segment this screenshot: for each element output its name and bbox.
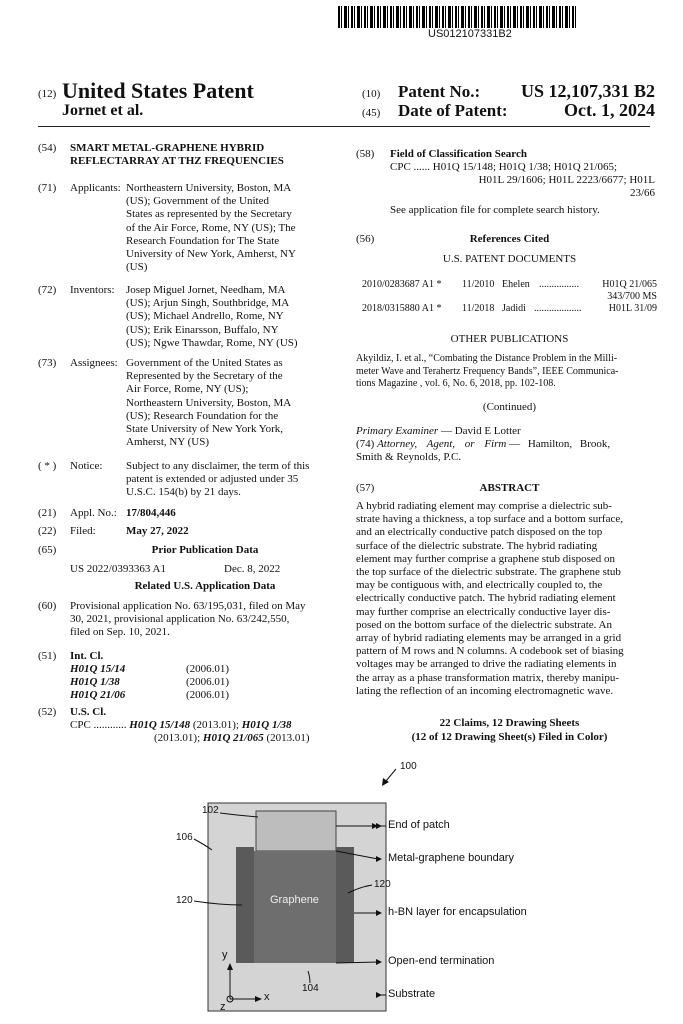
abstract-line: the array as a phase transformation matrix, thereby manipu- [356, 671, 619, 684]
filed-date: May 27, 2022 [126, 525, 189, 537]
patent-date: Oct. 1, 2024 [564, 100, 655, 120]
code-74: (74) [356, 438, 375, 450]
refs-heading: References Cited [469, 233, 550, 245]
int-cl-year: (2006.01) [186, 663, 230, 675]
code-10: (10) [362, 88, 381, 100]
assignee-line: Government of the United States as [126, 357, 283, 369]
primary-examiner [356, 425, 521, 438]
assignee-line: State University of New York York, [126, 423, 284, 436]
leader-100 [386, 769, 396, 781]
field-search-label: Field of Classification Search [390, 148, 527, 160]
code-star: ( * ) [38, 460, 57, 472]
notice-label: Notice: [70, 460, 103, 472]
abstract-line: may further comprise an electrically conductive layer dis- [356, 605, 611, 618]
ref-class: H01L 31/09 [608, 303, 657, 314]
field-search-line: H01L 29/1606; H01L 2223/6677; H01L [478, 174, 655, 186]
cpc-code: H01Q 21/065 [202, 732, 264, 744]
applicant-line: Northeastern University, Boston, MA [126, 182, 292, 194]
patent-type-title: United States Patent [62, 78, 254, 103]
prior-pub-date: Dec. 8, 2022 [224, 563, 281, 575]
ref-dots: ................ [539, 279, 579, 290]
ref-number: 2018/0315880 A1 * [362, 303, 442, 314]
assignees-label: Assignees: [70, 357, 118, 369]
abstract-line: voltages may be arranged to drive the radiating elements in [356, 658, 617, 671]
label-metal-graphene-boundary: Metal-graphene boundary [388, 852, 514, 864]
applicant-line: States as represented by the Secretary [126, 208, 292, 221]
prior-pub-number: US 2022/0393363 A1 [70, 563, 166, 575]
applicants-list [126, 182, 336, 274]
graphene-rect [254, 851, 336, 963]
claims-count: 22 Claims, 12 Drawing Sheets [439, 717, 580, 729]
attorney [356, 438, 656, 451]
code-54: (54) [38, 142, 57, 154]
label-open-end-termination: Open-end termination [388, 955, 495, 967]
int-cl-code: H01Q 1/38 [70, 676, 120, 688]
notice-text [126, 460, 340, 500]
ref-120-right: 120 [374, 879, 391, 890]
applicants-label: Applicants: [70, 182, 121, 194]
inventor-line: Josep Miguel Jornet, Needham, MA [126, 284, 286, 296]
inventor-line: (US); Ngwe Thawdar, Rome, NY (US) [126, 336, 298, 349]
int-cl-label: Int. Cl. [70, 650, 104, 662]
notice-line: U.S.C. 154(b) by 21 days. [126, 486, 241, 499]
ref-date: 11/2010 [462, 279, 495, 290]
cpc-code: H01Q 15/148 [129, 719, 191, 731]
hbn-right [336, 847, 354, 963]
applicant-line: Research Foundation for The State [126, 234, 280, 247]
code-12: (12) [38, 88, 57, 100]
ref-120-left: 120 [176, 895, 193, 906]
code-52: (52) [38, 706, 57, 718]
abstract-line: the top surface of the dielectric substrate. The graphene stub [356, 566, 621, 579]
field-search-note: See application file for complete search history. [390, 204, 600, 216]
examiner-name: — David E Lotter [440, 425, 521, 437]
int-cl-year: (2006.01) [186, 689, 230, 701]
patent-number: US 12,107,331 B2 [520, 81, 655, 101]
abstract-line: electrically conductive patch. The hybrid radiating element [356, 592, 616, 605]
code-56: (56) [356, 233, 375, 245]
field-search-line: CPC ...... H01Q 15/148; H01Q 1/38; H01Q 21/065; [390, 161, 618, 173]
inventor-line: (US); Erik Einarsson, Buffalo, NY [126, 323, 279, 336]
code-58: (58) [356, 148, 375, 160]
ref-number: 2010/0283687 A1 * [362, 279, 442, 290]
provisional-line: 30, 2021, provisional application No. 63/242,550, [70, 613, 290, 626]
label-end-of-patch: End of patch [388, 819, 450, 831]
figure [150, 755, 540, 1017]
code-57: (57) [356, 482, 375, 494]
barcode [338, 6, 578, 28]
abstract-line: strate having a thickness, a top surface and a bottom surface, [356, 513, 623, 526]
drawing-sheets-note: (12 of 12 Drawing Sheet(s) Filed in Color) [411, 731, 608, 743]
provisional-text [70, 600, 340, 640]
cpc-label: CPC ............ [70, 719, 127, 731]
graphene-label: Graphene [270, 894, 319, 906]
inventor-line: (US); Arjun Singh, Southbridge, MA [126, 297, 290, 310]
axis-y-label: y [222, 949, 228, 961]
assignee-line: Represented by the Secretary of the [126, 370, 283, 383]
assignee-line: Northeastern University, Boston, MA [126, 396, 292, 409]
ref-class: H01Q 21/065 [602, 279, 657, 290]
patent-no-label: Patent No.: [398, 82, 481, 101]
notice-line: patent is extended or adjusted under 35 [126, 473, 299, 486]
code-51: (51) [38, 650, 57, 662]
figure-drawing [150, 755, 540, 1017]
ref-dots: ................... [534, 303, 582, 314]
continued-note: (Continued) [482, 401, 537, 413]
citation-line: Akyildiz, I. et al., “Combating the Distance Problem in the Milli- [356, 353, 618, 364]
attorney-name: — Hamilton, Brook, [509, 438, 611, 450]
abstract-line: may be contiguous with, and electrically coupled to, the [356, 579, 603, 592]
axis-x-label: x [264, 991, 270, 1003]
abstract-line: element may further comprise a graphene stub disposed on [356, 552, 616, 565]
code-45: (45) [362, 107, 381, 119]
code-60: (60) [38, 600, 57, 612]
label-hbn-layer: h-BN layer for encapsulation [388, 906, 527, 918]
inventor-short: Jornet et al. [62, 102, 144, 119]
citation-line: meter Wave and Terahertz Frequency Bands”, IEEE Communica- [356, 365, 619, 377]
ref-date: 11/2018 [462, 303, 495, 314]
inventors-label: Inventors: [70, 284, 115, 296]
cpc-year: (2013.01); [154, 732, 201, 744]
assignees-list [126, 357, 336, 449]
applicant-line: University of New York, Amherst, NY [126, 248, 296, 261]
applicant-line: (US); Government of the United [126, 195, 269, 208]
ref-row-cont [362, 291, 657, 303]
int-cl-code: H01Q 21/06 [70, 689, 126, 701]
int-cl-code: H01Q 15/14 [70, 663, 126, 675]
examiner-label: Primary Examiner [356, 425, 439, 437]
filed-label: Filed: [70, 525, 96, 537]
abstract-line: posed on the bottom surface of the dielectric substrate. An [356, 618, 612, 631]
code-21: (21) [38, 507, 57, 519]
other-pub-citation [356, 353, 656, 391]
inventor-line: (US); Michael Andrello, Rome, NY [126, 310, 284, 323]
citation-line: tions Magazine , vol. 6, No. 6, 2018, pp. 102-108. [356, 378, 556, 389]
us-cl-line2 [154, 732, 310, 745]
field-search-line: 23/66 [629, 187, 655, 199]
invention-title-line1: SMART METAL-GRAPHENE HYBRID [70, 142, 265, 154]
prior-pub-heading: Prior Publication Data [151, 544, 259, 556]
abstract-line: and an electrically conductive patch disposed on the top [356, 526, 603, 539]
barcode-number: US012107331B2 [428, 28, 512, 40]
assignee-line: (US); Research Foundation for the [126, 409, 279, 422]
ref-name: Jadidi [502, 303, 526, 314]
code-73: (73) [38, 357, 57, 369]
assignee-line: Amherst, NY (US) [126, 436, 209, 449]
ref-100: 100 [400, 761, 417, 772]
us-docs-heading: U.S. PATENT DOCUMENTS [442, 253, 577, 265]
inventors-list [126, 284, 336, 350]
code-65: (65) [38, 544, 57, 556]
cpc-year: (2013.01) [266, 732, 310, 744]
abstract-line: A hybrid radiating element may comprise a dielectric sub- [356, 500, 612, 512]
abstract-line: lating the reflection of an incoming electromagnetic wave. [356, 684, 614, 697]
notice-line: Subject to any disclaimer, the term of this [126, 460, 310, 472]
other-pubs-heading: OTHER PUBLICATIONS [450, 333, 569, 345]
applicant-line: (US) [126, 261, 148, 274]
applicant-line: of the Air Force, Rome, NY (US); The [126, 221, 296, 234]
abstract-line: pattern of M rows and N columns. A codebook set of biasing [356, 645, 624, 658]
appl-no: 17/804,446 [126, 507, 176, 519]
cpc-year: (2013.01); [192, 719, 239, 731]
label-substrate: Substrate [388, 988, 436, 1000]
ref-102: 102 [202, 805, 219, 816]
cpc-code: H01Q 1/38 [241, 719, 292, 731]
ref-row [362, 303, 657, 315]
us-cl-line1 [70, 719, 292, 732]
related-heading: Related U.S. Application Data [134, 580, 276, 592]
abstract-line: array of hybrid radiating elements may be arranged in a grid [356, 632, 622, 645]
us-cl-label: U.S. Cl. [70, 706, 107, 718]
abstract-line: surface of the dielectric substrate. The hybrid radiating [356, 539, 598, 552]
code-72: (72) [38, 284, 57, 296]
ref-row [362, 279, 657, 291]
ref-name: Ehelen [502, 279, 530, 290]
attorney-name-line2: Smith & Reynolds, P.C. [356, 451, 462, 463]
abstract-heading: ABSTRACT [479, 482, 540, 494]
date-label: Date of Patent: [398, 101, 508, 120]
assignee-line: Air Force, Rome, NY (US); [126, 383, 249, 396]
header-rule [38, 126, 650, 127]
appl-no-label: Appl. No.: [70, 507, 117, 519]
abstract-text [356, 500, 656, 698]
int-cl-year: (2006.01) [186, 676, 230, 688]
provisional-line: filed on Sep. 10, 2021. [70, 626, 170, 639]
code-71: (71) [38, 182, 57, 194]
patch-rect [256, 811, 336, 851]
ref-class2: 343/700 MS [607, 291, 657, 302]
ref-104: 104 [302, 983, 319, 994]
ref-106: 106 [176, 832, 193, 843]
provisional-line: Provisional application No. 63/195,031, filed on May [70, 600, 306, 612]
axis-z-label: z [220, 1001, 226, 1013]
attorney-label: Attorney, Agent, or Firm [377, 438, 507, 450]
invention-title-line2: REFLECTARRAY AT THZ FREQUENCIES [70, 155, 284, 167]
code-22: (22) [38, 525, 57, 537]
